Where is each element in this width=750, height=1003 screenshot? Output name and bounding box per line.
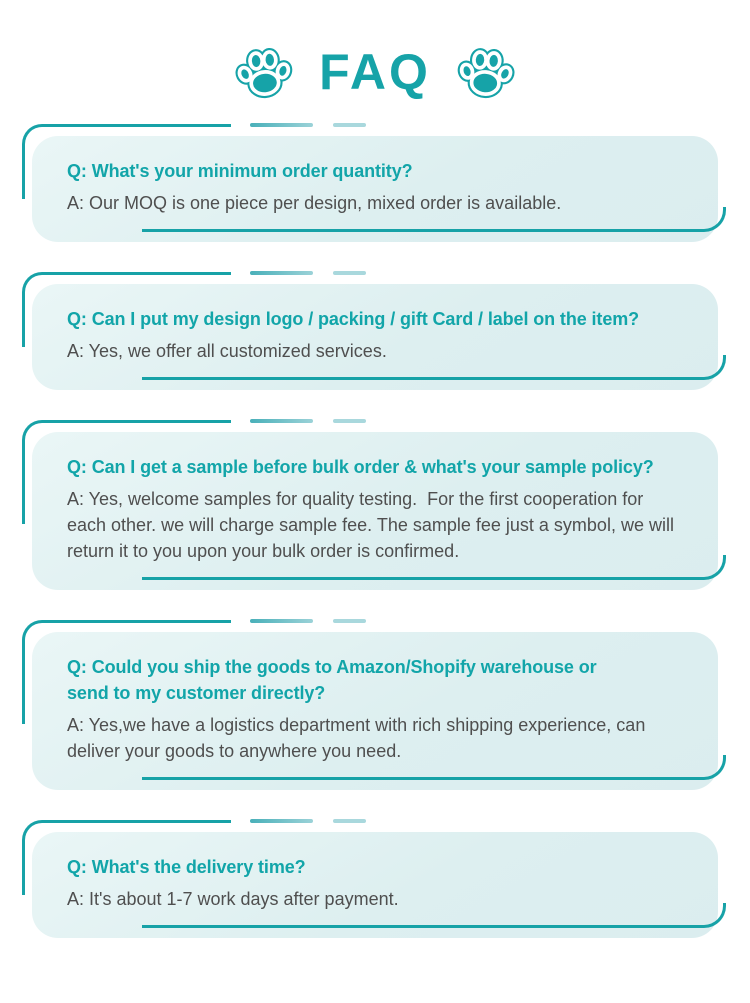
dash-decoration	[250, 819, 313, 823]
dash-decoration	[333, 123, 366, 127]
faq-card	[32, 832, 718, 938]
faq-answer: A: Yes,we have a logistics department with rich shipping experience, can deliver your goods to anywhere you need.	[67, 715, 651, 761]
dash-decoration	[333, 819, 366, 823]
faq-card	[32, 632, 718, 790]
paw-icon	[455, 43, 517, 102]
page-header	[32, 42, 718, 102]
faq-card-body	[32, 432, 718, 590]
faq-question: Q: Could you ship the goods to Amazon/Shopify warehouse or send to my customer directly?	[67, 657, 597, 703]
dash-decoration	[333, 419, 366, 423]
faq-question: Q: What's your minimum order quantity?	[67, 161, 413, 181]
faq-question: Q: Can I put my design logo / packing / gift Card / label on the item?	[67, 309, 640, 329]
faq-card-body	[32, 136, 718, 242]
faq-question: Q: What's the delivery time?	[67, 857, 306, 877]
paw-icon	[233, 42, 296, 102]
dash-decoration	[250, 271, 313, 275]
page-title: FAQ	[319, 44, 431, 100]
dash-decoration	[250, 419, 313, 423]
dash-decoration	[333, 619, 366, 623]
faq-answer: A: It's about 1-7 work days after payment.	[67, 889, 399, 909]
faq-card-body	[32, 632, 718, 790]
faq-answer: A: Yes, we offer all customized services.	[67, 341, 387, 361]
dash-decoration	[333, 271, 366, 275]
faq-card	[32, 284, 718, 390]
faq-question: Q: Can I get a sample before bulk order & what's your sample policy?	[67, 457, 654, 477]
faq-card	[32, 432, 718, 590]
faq-card-body	[32, 832, 718, 938]
faq-answer: A: Our MOQ is one piece per design, mixed order is available.	[67, 193, 562, 213]
faq-answer: A: Yes, welcome samples for quality testing. For the first cooperation for each other. we will charge sample fee. The sample fee just a symbol, we will return it to you upon your bulk order is confirmed.	[67, 489, 679, 561]
dash-decoration	[250, 619, 313, 623]
dash-decoration	[250, 123, 313, 127]
faq-card	[32, 136, 718, 242]
faq-card-body	[32, 284, 718, 390]
